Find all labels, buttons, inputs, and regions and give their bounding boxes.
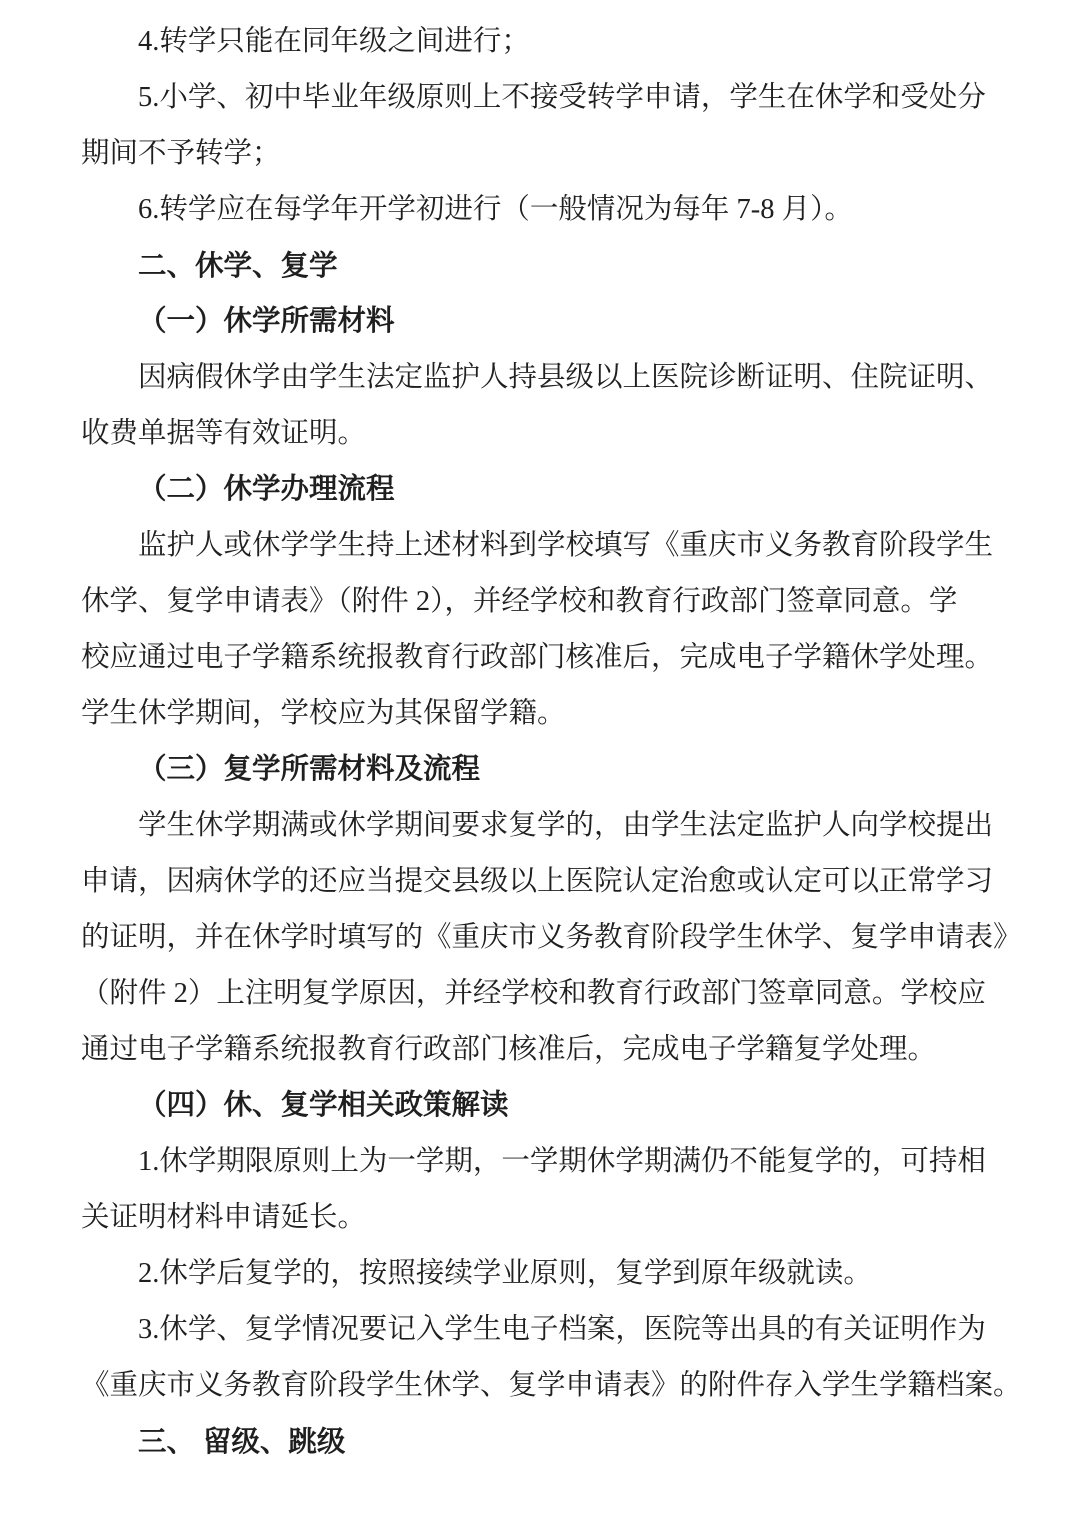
paragraph (81, 182, 993, 238)
paragraph (81, 14, 993, 70)
heading-line: 三、 留级、跳级 (138, 1426, 346, 1458)
text-line: （附件 2）上注明复学原因，并经学校和教育行政部门签章同意。学校应 (81, 978, 986, 1009)
section-heading (81, 462, 993, 518)
text-line: 因病假休学由学生法定监护人持县级以上医院诊断证明、住院证明、 (138, 362, 994, 393)
section-heading (81, 294, 993, 350)
text-line: 4.转学只能在同年级之间进行； (138, 26, 530, 57)
heading-line: （一）休学所需材料 (138, 306, 395, 337)
section-heading (81, 238, 993, 294)
heading-line: 二、休学、复学 (138, 250, 338, 282)
text-line: 校应通过电子学籍系统报教育行政部门核准后，完成电子学籍休学处理。 (81, 642, 994, 673)
text-line: 2.休学后复学的，按照接续学业原则，复学到原年级就读。 (138, 1258, 872, 1289)
section-heading (81, 1078, 993, 1134)
document-body (81, 14, 1022, 1470)
heading-line: （三）复学所需材料及流程 (138, 754, 481, 785)
section-heading (81, 1414, 993, 1470)
text-line: 6.转学应在每学年开学初进行（一般情况为每年 7-8 月）。 (138, 194, 853, 225)
text-line: 《重庆市义务教育阶段学生休学、复学申请表》的附件存入学生学籍档案。 (81, 1370, 1022, 1401)
text-line: 3.休学、复学情况要记入学生电子档案，医院等出具的有关证明作为 (138, 1314, 986, 1345)
text-line: 期间不予转学； (81, 138, 281, 169)
text-line: 收费单据等有效证明。 (81, 418, 367, 449)
text-line: 5.小学、初中毕业年级原则上不接受转学申请，学生在休学和受处分 (138, 82, 986, 113)
text-line: 休学、复学申请表》（附件 2），并经学校和教育行政部门签章同意。学 (81, 586, 958, 617)
text-line: 学生休学期满或休学期间要求复学的，由学生法定监护人向学校提出 (138, 810, 994, 841)
heading-line: （二）休学办理流程 (138, 474, 395, 505)
text-line: 通过电子学籍系统报教育行政部门核准后，完成电子学籍复学处理。 (81, 1034, 937, 1065)
paragraph (81, 70, 993, 182)
paragraph (81, 798, 1022, 1078)
text-line: 申请，因病休学的还应当提交县级以上医院认定治愈或认定可以正常学习 (81, 866, 994, 897)
heading-line: （四）休、复学相关政策解读 (138, 1090, 509, 1121)
paragraph (81, 518, 993, 742)
text-line: 学生休学期间，学校应为其保留学籍。 (81, 698, 566, 729)
text-line: 1.休学期限原则上为一学期，一学期休学期满仍不能复学的，可持相 (138, 1146, 986, 1177)
paragraph (81, 1302, 1022, 1414)
section-heading (81, 742, 993, 798)
text-line: 监护人或休学学生持上述材料到学校填写《重庆市义务教育阶段学生 (138, 530, 994, 561)
paragraph (81, 350, 993, 462)
text-line: 的证明，并在休学时填写的《重庆市义务教育阶段学生休学、复学申请表》 (81, 922, 1022, 953)
text-line: 关证明材料申请延长。 (81, 1202, 367, 1233)
paragraph (81, 1134, 993, 1246)
paragraph (81, 1246, 993, 1302)
